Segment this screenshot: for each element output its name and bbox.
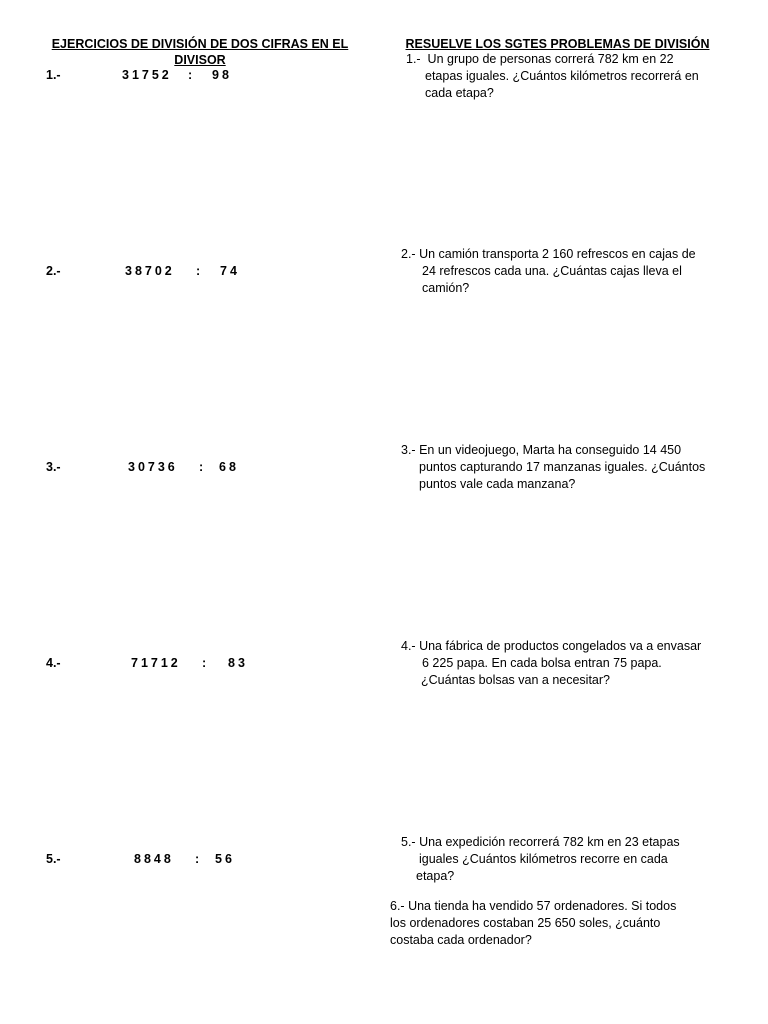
exercise-1 <box>46 68 61 82</box>
problem-4-text: Una fábrica de productos congelados va a envasar <box>419 639 702 653</box>
problem-5-number: 5.- <box>401 835 416 849</box>
exercise-number: 5.- <box>46 852 61 866</box>
problem-6-line-1 <box>390 898 676 915</box>
exercise-4-divisor: 83 <box>228 656 248 670</box>
right-title: RESUELVE LOS SGTES PROBLEMAS DE DIVISIÓN <box>405 37 710 51</box>
exercise-2-divisor: 74 <box>220 264 240 278</box>
exercise-number: 1.- <box>46 68 61 82</box>
problem-5-line-2: iguales ¿Cuántos kilómetros recorre en cada <box>419 852 668 866</box>
exercise-3-dividend: 30736 <box>128 460 178 474</box>
exercise-4-dividend: 71712 <box>131 656 181 670</box>
problem-1-line-3: cada etapa? <box>425 86 494 100</box>
problem-6-text: Una tienda ha vendido 57 ordenadores. Si todos <box>408 899 677 913</box>
problem-3-number: 3.- <box>401 443 416 457</box>
exercise-5 <box>46 852 61 866</box>
problem-5-line-3: etapa? <box>416 869 455 883</box>
problem-4-number: 4.- <box>401 639 416 653</box>
problem-6-line-2: los ordenadores costaban 25 650 soles, ¿cuánto <box>390 916 661 930</box>
exercise-4-sep: : <box>202 656 210 670</box>
left-title-line1: EJERCICIOS DE DIVISIÓN DE DOS CIFRAS EN EL <box>51 37 349 51</box>
problem-4-line-3: ¿Cuántas bolsas van a necesitar? <box>421 673 610 687</box>
problem-3-line-2: puntos capturando 17 manzanas iguales. ¿Cuántos <box>419 460 706 474</box>
exercise-3-divisor: 68 <box>219 460 239 474</box>
exercise-number: 2.- <box>46 264 61 278</box>
left-title <box>40 36 360 68</box>
exercise-2-sep: : <box>196 264 204 278</box>
problem-1-line-2: etapas iguales. ¿Cuántos kilómetros recorrerá en <box>425 69 699 83</box>
exercise-5-sep: : <box>195 852 203 866</box>
exercise-5-divisor: 56 <box>215 852 235 866</box>
exercise-number: 4.- <box>46 656 61 670</box>
exercise-3 <box>46 460 61 474</box>
problem-2-line-2: 24 refrescos cada una. ¿Cuántas cajas lleva el <box>422 264 682 278</box>
problem-6-line-3: costaba cada ordenador? <box>390 933 532 947</box>
problem-5-text: Una expedición recorrerá 782 km en 23 etapas <box>419 835 680 849</box>
exercise-2-dividend: 38702 <box>125 264 175 278</box>
problem-2-number: 2.- <box>401 247 416 261</box>
exercise-3-sep: : <box>199 460 207 474</box>
problem-6-number: 6.- <box>390 899 405 913</box>
problem-3-line-3: puntos vale cada manzana? <box>419 477 576 491</box>
left-title-line2: DIVISOR <box>174 53 226 67</box>
problem-1-number: 1.- <box>406 52 421 66</box>
problem-1-line-1 <box>406 51 674 68</box>
problem-2-text: Un camión transporta 2 160 refrescos en cajas de <box>419 247 696 261</box>
problem-1-text: Un grupo de personas correrá 782 km en 22 <box>427 52 674 66</box>
exercise-number: 3.- <box>46 460 61 474</box>
problem-4-line-2: 6 225 papa. En cada bolsa entran 75 papa. <box>422 656 662 670</box>
problem-3-text: En un videojuego, Marta ha conseguido 14 450 <box>419 443 682 457</box>
exercise-1-dividend: 31752 <box>122 68 172 82</box>
exercise-1-divisor: 98 <box>212 68 232 82</box>
problem-2-line-1 <box>401 246 696 263</box>
exercise-1-sep: : <box>188 68 196 82</box>
exercise-4 <box>46 656 61 670</box>
problem-3-line-1 <box>401 442 681 459</box>
exercise-5-dividend: 8848 <box>134 852 174 866</box>
exercise-2 <box>46 264 61 278</box>
problem-4-line-1 <box>401 638 701 655</box>
problem-5-line-1 <box>401 834 680 851</box>
problem-2-line-3: camión? <box>422 281 470 295</box>
